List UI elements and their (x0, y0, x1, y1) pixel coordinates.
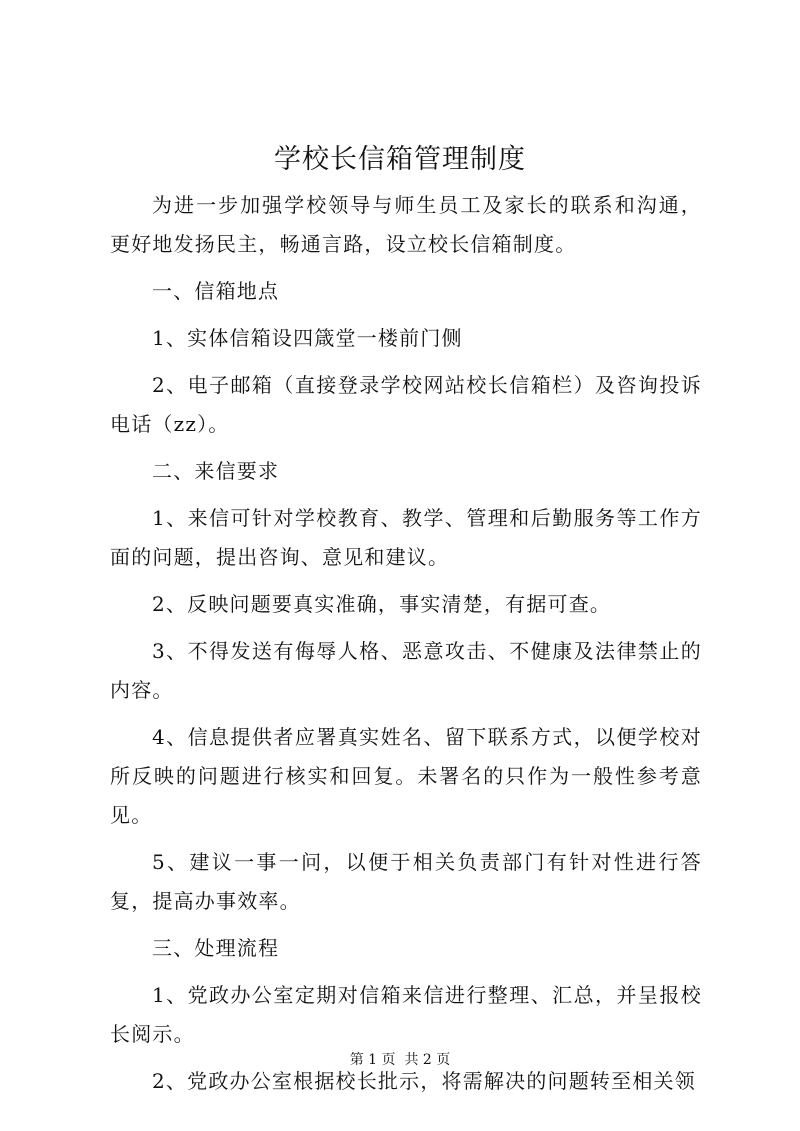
location-item-2: 2、电子邮箱（直接登录学校网站校长信箱栏）及咨询投诉电话（zz）。 (110, 373, 702, 436)
section-heading-location: 一、信箱地点 (152, 279, 280, 303)
location-item-1: 1、实体信箱设四箴堂一楼前门侧 (152, 326, 463, 350)
document-body (110, 186, 702, 1109)
requirement-item-4: 4、信息提供者应署真实姓名、留下联系方式，以便学校对所反映的问题进行核实和回复。未署名的只作为一般性参考意见。 (110, 725, 702, 827)
section-heading-process: 三、处理流程 (152, 936, 280, 960)
document-title: 学校长信箱管理制度 (274, 144, 526, 175)
requirement-item-3: 3、不得发送有侮辱人格、恶意攻击、不健康及法律禁止的内容。 (110, 639, 702, 702)
page-number-label: 第 1 页 共 2 页 (349, 1052, 451, 1068)
intro-paragraph: 为进一步加强学校领导与师生员工及家长的联系和沟通，更好地发扬民主，畅通言路，设立校长信箱制度。 (110, 193, 702, 256)
page-footer (0, 1050, 800, 1070)
process-item-2: 2、党政办公室根据校长批示，将需解决的问题转至相关领 (152, 1069, 696, 1093)
requirement-item-2: 2、反映问题要真实准确，事实清楚，有据可查。 (152, 592, 612, 616)
process-item-1: 1、党政办公室定期对信箱来信进行整理、汇总，并呈报校长阅示。 (110, 983, 702, 1046)
section-heading-requirements: 二、来信要求 (152, 459, 280, 483)
requirement-item-1: 1、来信可针对学校教育、教学、管理和后勤服务等工作方面的问题，提出咨询、意见和建议。 (110, 506, 702, 569)
requirement-item-5: 5、建议一事一问，以便于相关负责部门有针对性进行答复，提高办事效率。 (110, 850, 702, 913)
